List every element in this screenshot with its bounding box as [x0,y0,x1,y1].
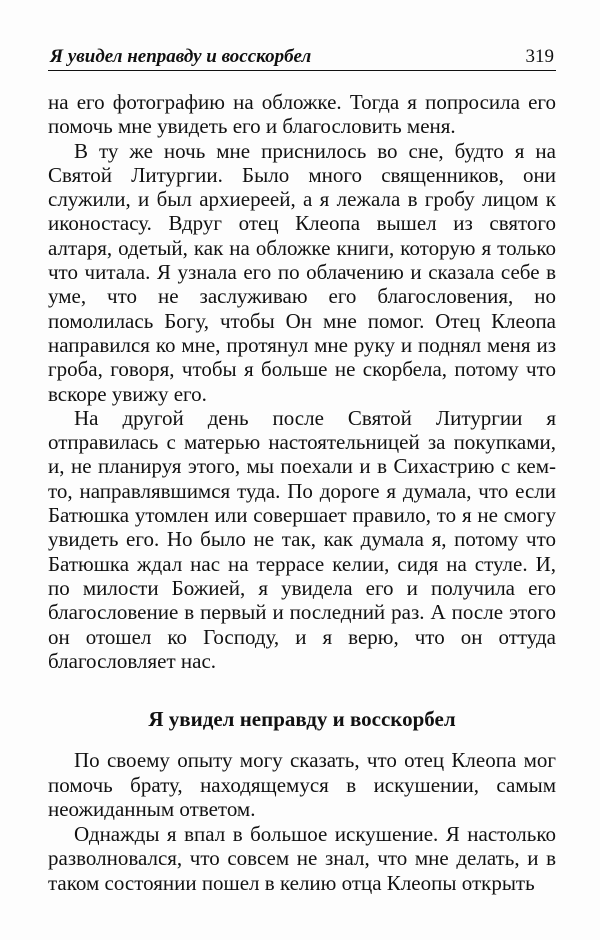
paragraph: Однажды я впал в большое искушение. Я настолько разволновался, что совсем не знал, что мне делать, и в таком состоянии пошел в келию отца Клеопы открыть [48,821,556,895]
section-text [48,748,556,895]
page-header [48,40,556,71]
paragraph: В ту же ночь мне приснилось во сне, будто я на Святой Литургии. Было много священников, они служили, и был архиереей, а я лежала в гробу лицом к иконостасу. Вдруг отец Клеопа вышел из святого алтаря, одетый, как на обложке книги, которую я только что читала. Я узнала его по облачению и сказала себе в уме, что не заслуживаю его благословения, но помолилась Богу, чтобы Он мне помог. Отец Клеопа направился ко мне, протянул мне руку и поднял меня из гроба, говоря, чтобы я больше не скорбела, потому что вскоре увижу его. [48,138,556,406]
paragraph: На другой день после Святой Литургии я отправилась с матерью настоятельницей за покупками, и, не планируя этого, мы поехали и в Сихастрию с кем-то, направлявшимся туда. По дороге я думала, что если Батюшка утомлен или совершает правило, то я не смогу увидеть его. Но было не так, как думала я, потому что Батюшка ждал нас на террасе келии, сидя на стуле. И, по милости Божией, я увидела его и получила его благословение в первый и последний раз. А после этого он отошел ко Господу, и я верю, что он оттуда благословляет нас. [48,405,556,673]
page-number: 319 [525,46,554,67]
paragraph: По своему опыту могу сказать, что отец Клеопа мог помочь брату, находящемуся в искушении, самым неожиданным ответом. [48,748,556,821]
running-title: Я увидел неправду и восскорбел [50,46,312,67]
section-title: Я увидел неправду и восскорбел [148,707,456,731]
main-text [48,90,556,673]
paragraph: на его фотографию на обложке. Тогда я попросила его помочь мне увидеть его и благословить меня. [48,90,556,139]
